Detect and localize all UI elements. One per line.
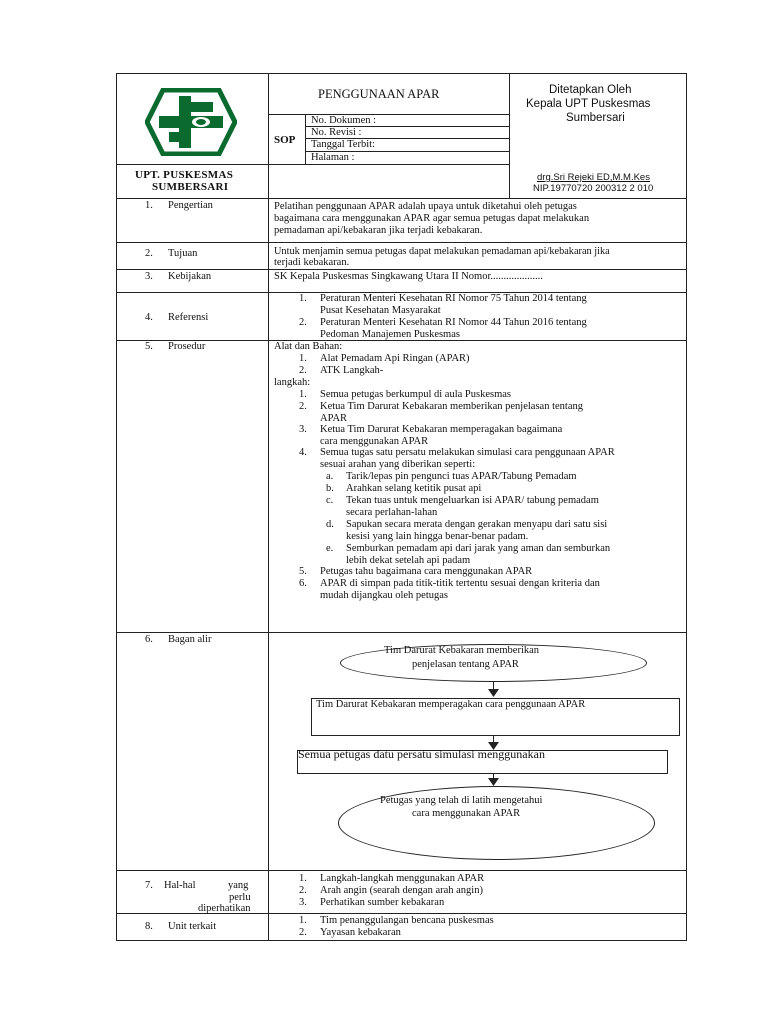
row-line-2: [116, 269, 687, 270]
title-underline: [268, 114, 510, 115]
substep-text: Semburkan pemadam api dari jarak yang aman dan semburkan: [346, 543, 611, 554]
list-number: 2.: [299, 927, 307, 938]
list-item: Pedoman Manajemen Puskesmas: [320, 329, 460, 340]
table-border-top: [116, 73, 687, 74]
row-number: 1.: [145, 200, 153, 211]
row-label: Pengertian: [168, 200, 213, 211]
row-text-line: bagaimana cara menggunakan APAR agar semua petugas dapat melakukan: [274, 213, 590, 224]
list-item: Perhatikan sumber kebakaran: [320, 897, 445, 908]
row-label: diperhatikan: [198, 903, 251, 914]
step-number: 2.: [299, 401, 307, 412]
arrow-down-icon: [488, 689, 499, 698]
flow-node-text: Tim Darurat Kebakaran memberikan: [384, 645, 540, 656]
substep-text: Tekan tuas untuk mengeluarkan isi APAR/ tabung pemadam: [346, 495, 599, 506]
table-border-left: [116, 73, 117, 941]
prosedur-intro: Alat dan Bahan:: [274, 341, 343, 352]
step-number: 4.: [299, 447, 307, 458]
step-text: Ketua Tim Darurat Kebakaran memberikan penjelasan tentang: [320, 401, 583, 412]
list-item: Peraturan Menteri Kesehatan RI Nomor 44 Tahun 2016 tentang: [320, 317, 587, 328]
flow-node-text: Semua petugas datu persatu simulasi menggunakan: [298, 747, 545, 761]
established-by-line2: Kepala UPT Puskesmas: [526, 98, 651, 110]
substep-text: Tarik/lepas pin pengunci tuas APAR/Tabung Pemadam: [346, 471, 577, 482]
substep-text: kesisi yang lain hingga benar-benar padam.: [346, 531, 529, 542]
list-number: 1.: [299, 915, 307, 926]
step-text: Ketua Tim Darurat Kebakaran memperagakan bagaimana: [320, 424, 563, 435]
list-number: 3.: [299, 897, 307, 908]
row-line-1: [116, 242, 687, 243]
step-number: 6.: [299, 578, 307, 589]
list-item: Tim penanggulangan bencana puskesmas: [320, 915, 494, 926]
revision-field: No. Revisi :: [311, 127, 362, 138]
list-number: 2.: [299, 317, 307, 328]
step-number: 5.: [299, 566, 307, 577]
row-label: Referensi: [168, 312, 209, 323]
step-text: mudah dijangkau oleh petugas: [320, 590, 449, 601]
list-number: 1.: [299, 353, 307, 364]
row-label: perlu: [229, 892, 251, 903]
page-field: Halaman :: [311, 152, 355, 163]
list-item: Langkah-langkah menggunakan APAR: [320, 873, 485, 884]
step-text: Semua petugas berkumpul di aula Puskesmas: [320, 389, 512, 400]
row-line-5: [116, 632, 687, 633]
body-divider: [268, 198, 269, 941]
issue-date-field: Tanggal Terbit:: [311, 139, 375, 150]
org-name-line2: SUMBERSARI: [152, 181, 229, 193]
header-bottom-line: [116, 198, 687, 199]
page-title: PENGGUNAAN APAR: [318, 87, 440, 101]
row-label: Prosedur: [168, 341, 206, 352]
substep-text: lebih dekat setelah api padam: [346, 555, 471, 566]
list-number: 1.: [299, 293, 307, 304]
list-item: ATK Langkah-: [320, 365, 384, 376]
row-number: 7.: [145, 880, 153, 891]
row-label: Bagan alir: [168, 634, 212, 645]
row-number: 3.: [145, 271, 153, 282]
row-text-line: SK Kepala Puskesmas Singkawang Utara II Nomor....................: [274, 271, 543, 282]
substep-letter: b.: [326, 483, 334, 494]
step-text: APAR di simpan pada titik-titik tertentu sesuai dengan kriteria dan: [320, 578, 600, 589]
row-text-line: terjadi kebakaran.: [274, 257, 350, 268]
list-item: Alat Pemadam Api Ringan (APAR): [320, 353, 470, 364]
substep-text: Sapukan secara merata dengan gerakan menyapu dari satu sisi: [346, 519, 608, 530]
row-label: Tujuan: [168, 248, 198, 259]
substep-letter: e.: [326, 543, 334, 554]
table-border-bottom: [116, 940, 687, 941]
row-label: Kebijakan: [168, 271, 212, 282]
signer-name: drg.Sri Rejeki ED,M.M.Kes: [537, 172, 650, 183]
row-number: 5.: [145, 341, 153, 352]
step-text: cara menggunakan APAR: [320, 436, 429, 447]
sop-divider: [305, 114, 306, 164]
header-divider-2: [509, 73, 510, 199]
puskesmas-logo-icon: [145, 88, 237, 156]
row-text-line: Untuk menjamin semua petugas dapat melakukan pemadaman api/kebakaran jika: [274, 246, 610, 257]
step-text: sesuai arahan yang diberikan seperti:: [320, 459, 476, 470]
step-number: 3.: [299, 424, 307, 435]
list-item: Peraturan Menteri Kesehatan RI Nomor 75 Tahun 2014 tentang: [320, 293, 587, 304]
header-mid-line: [116, 164, 510, 165]
flow-node-text: Tim Darurat Kebakaran memperagakan cara penggunaan APAR: [316, 699, 586, 710]
substep-text: secara perlahan-lahan: [346, 507, 438, 518]
row-label: Hal-hal: [164, 880, 196, 891]
list-item: Pusat Kesehatan Masyarakat: [320, 305, 441, 316]
row-text-line: Pelatihan penggunaan APAR adalah upaya untuk diketahui oleh petugas: [274, 201, 577, 212]
row-number: 6.: [145, 634, 153, 645]
step-number: 1.: [299, 389, 307, 400]
row-text-line: pemadaman api/kebakaran jika terjadi kebakaran.: [274, 225, 483, 236]
langkah-label: langkah:: [274, 377, 311, 388]
sop-label: SOP: [274, 134, 296, 146]
substep-letter: a.: [326, 471, 334, 482]
row-number: 8.: [145, 921, 153, 932]
step-text: Petugas tahu bagaimana cara menggunakan APAR: [320, 566, 533, 577]
substep-letter: d.: [326, 519, 334, 530]
flow-node-text: Petugas yang telah di latih mengetahui: [380, 795, 543, 806]
header-divider-1: [268, 73, 269, 199]
list-item: Arah angin (searah dengan arah angin): [320, 885, 483, 896]
flow-node-text: cara menggunakan APAR: [412, 808, 521, 819]
established-by-line3: Sumbersari: [566, 112, 625, 124]
org-name-line1: UPT. PUSKESMAS: [135, 169, 234, 181]
row-line-6: [116, 870, 687, 871]
list-number: 2.: [299, 885, 307, 896]
substep-text: Arahkan selang ketitik pusat api: [346, 483, 482, 494]
table-border-right: [686, 73, 687, 941]
flow-node-text: penjelasan tentang APAR: [412, 659, 519, 670]
row-label: yang: [228, 880, 249, 891]
signer-nip: NIP.19770720 200312 2 010: [533, 183, 654, 194]
substep-letter: c.: [326, 495, 334, 506]
list-number: 2.: [299, 365, 307, 376]
step-text: APAR: [320, 413, 348, 424]
step-text: Semua tugas satu persatu melakukan simulasi cara penggunaan APAR: [320, 447, 615, 458]
established-by-line1: Ditetapkan Oleh: [549, 84, 632, 96]
row-number: 2.: [145, 248, 153, 259]
list-number: 1.: [299, 873, 307, 884]
row-label: Unit terkait: [168, 921, 217, 932]
list-item: Yayasan kebakaran: [320, 927, 401, 938]
doc-number-field: No. Dokumen :: [311, 115, 377, 126]
row-number: 4.: [145, 312, 153, 323]
